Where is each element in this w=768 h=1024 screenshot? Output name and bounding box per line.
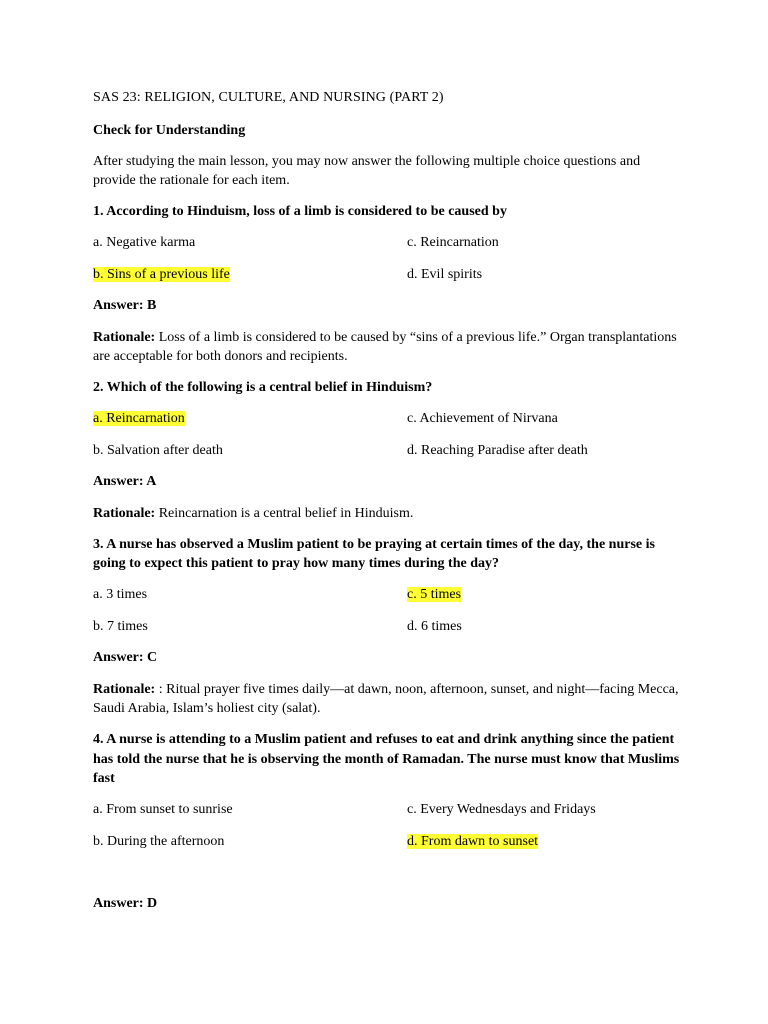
document-page xyxy=(93,88,683,926)
q3-rationale xyxy=(93,680,683,719)
q3-choice-c xyxy=(407,585,683,605)
q3-choice-c-highlighted: c. 5 times xyxy=(407,587,462,602)
spacer xyxy=(93,863,683,894)
q2-choice-b-text: b. Salvation after death xyxy=(93,442,223,458)
question-2: 2. Which of the following is a central belief in Hinduism? xyxy=(93,380,433,395)
q4-choice-b-text: b. During the afternoon xyxy=(93,833,225,849)
q1-rationale-text: Loss of a limb is considered to be caused by “sins of a previous life.” Organ transplantations are acceptable for both donors and recipients. xyxy=(93,329,677,364)
question-4: 4. A nurse is attending to a Muslim patient and refuses to eat and drink anything since the patient has told the nurse that he is observing the month of Ramadan. The nurse must know that Muslims fast xyxy=(93,732,680,786)
q1-answer: Answer: B xyxy=(93,298,157,313)
q4-choice-d xyxy=(407,832,683,852)
q1-choice-a xyxy=(93,233,407,253)
q2-choice-d xyxy=(407,441,683,461)
question-1: 1. According to Hinduism, loss of a limb is considered to be caused by xyxy=(93,204,507,219)
q4-choice-d-highlighted: d. From dawn to sunset xyxy=(407,833,539,849)
q3-choice-b xyxy=(93,617,407,637)
q4-answer: Answer: D xyxy=(93,896,158,911)
page-title: SAS 23: RELIGION, CULTURE, AND NURSING (PART 2) xyxy=(93,90,444,105)
q3-rationale-label: Rationale: xyxy=(93,681,156,697)
q4-choice-a-text: a. From sunset to sunrise xyxy=(93,802,233,817)
q2-choice-c xyxy=(407,409,683,429)
q1-rationale xyxy=(93,328,683,367)
q1-choice-d xyxy=(407,265,683,285)
q1-choice-a-text: a. Negative karma xyxy=(93,235,196,250)
q2-rationale xyxy=(93,504,683,524)
q3-choice-d xyxy=(407,617,683,637)
q1-choice-b xyxy=(93,265,407,285)
q1-rationale-label: Rationale: xyxy=(93,329,156,345)
q1-choice-c xyxy=(407,233,683,253)
question-2-choices xyxy=(93,409,683,460)
q4-choice-c-text: c. Every Wednesdays and Fridays xyxy=(407,802,596,817)
q3-choice-a xyxy=(93,585,407,605)
q3-answer: Answer: C xyxy=(93,650,158,665)
question-4-choices xyxy=(93,800,683,851)
q2-rationale-text: Reincarnation is a central belief in Hinduism. xyxy=(158,505,414,521)
section-heading: Check for Understanding xyxy=(93,122,246,138)
q3-choice-d-text: d. 6 times xyxy=(407,618,462,634)
q3-choice-a-text: a. 3 times xyxy=(93,587,148,602)
q2-choice-a xyxy=(93,409,407,429)
question-3-choices xyxy=(93,585,683,636)
q4-choice-c xyxy=(407,800,683,820)
question-1-choices xyxy=(93,233,683,284)
q3-rationale-text: : Ritual prayer five times daily—at dawn, noon, afternoon, sunset, and night—facing Mecca, Saudi Arabia, Islam’s holiest city (salat). xyxy=(93,681,679,716)
q1-choice-c-text: c. Reincarnation xyxy=(407,235,499,250)
q3-choice-b-text: b. 7 times xyxy=(93,618,148,634)
question-3: 3. A nurse has observed a Muslim patient to be praying at certain times of the day, the nurse is going to expect this patient to pray how many times during the day? xyxy=(93,536,655,571)
q2-choice-a-highlighted: a. Reincarnation xyxy=(93,411,185,426)
q4-choice-b xyxy=(93,832,407,852)
q1-choice-b-highlighted: b. Sins of a previous life xyxy=(93,266,230,282)
q2-choice-c-text: c. Achievement of Nirvana xyxy=(407,411,558,426)
q1-choice-d-text: d. Evil spirits xyxy=(407,266,483,282)
q4-choice-a xyxy=(93,800,407,820)
q2-choice-b xyxy=(93,441,407,461)
q2-answer: Answer: A xyxy=(93,474,157,489)
q2-choice-d-text: d. Reaching Paradise after death xyxy=(407,442,588,458)
q2-rationale-label: Rationale: xyxy=(93,505,156,521)
intro-text: After studying the main lesson, you may now answer the following multiple choice questions and provide the rationale for each item. xyxy=(93,153,641,188)
